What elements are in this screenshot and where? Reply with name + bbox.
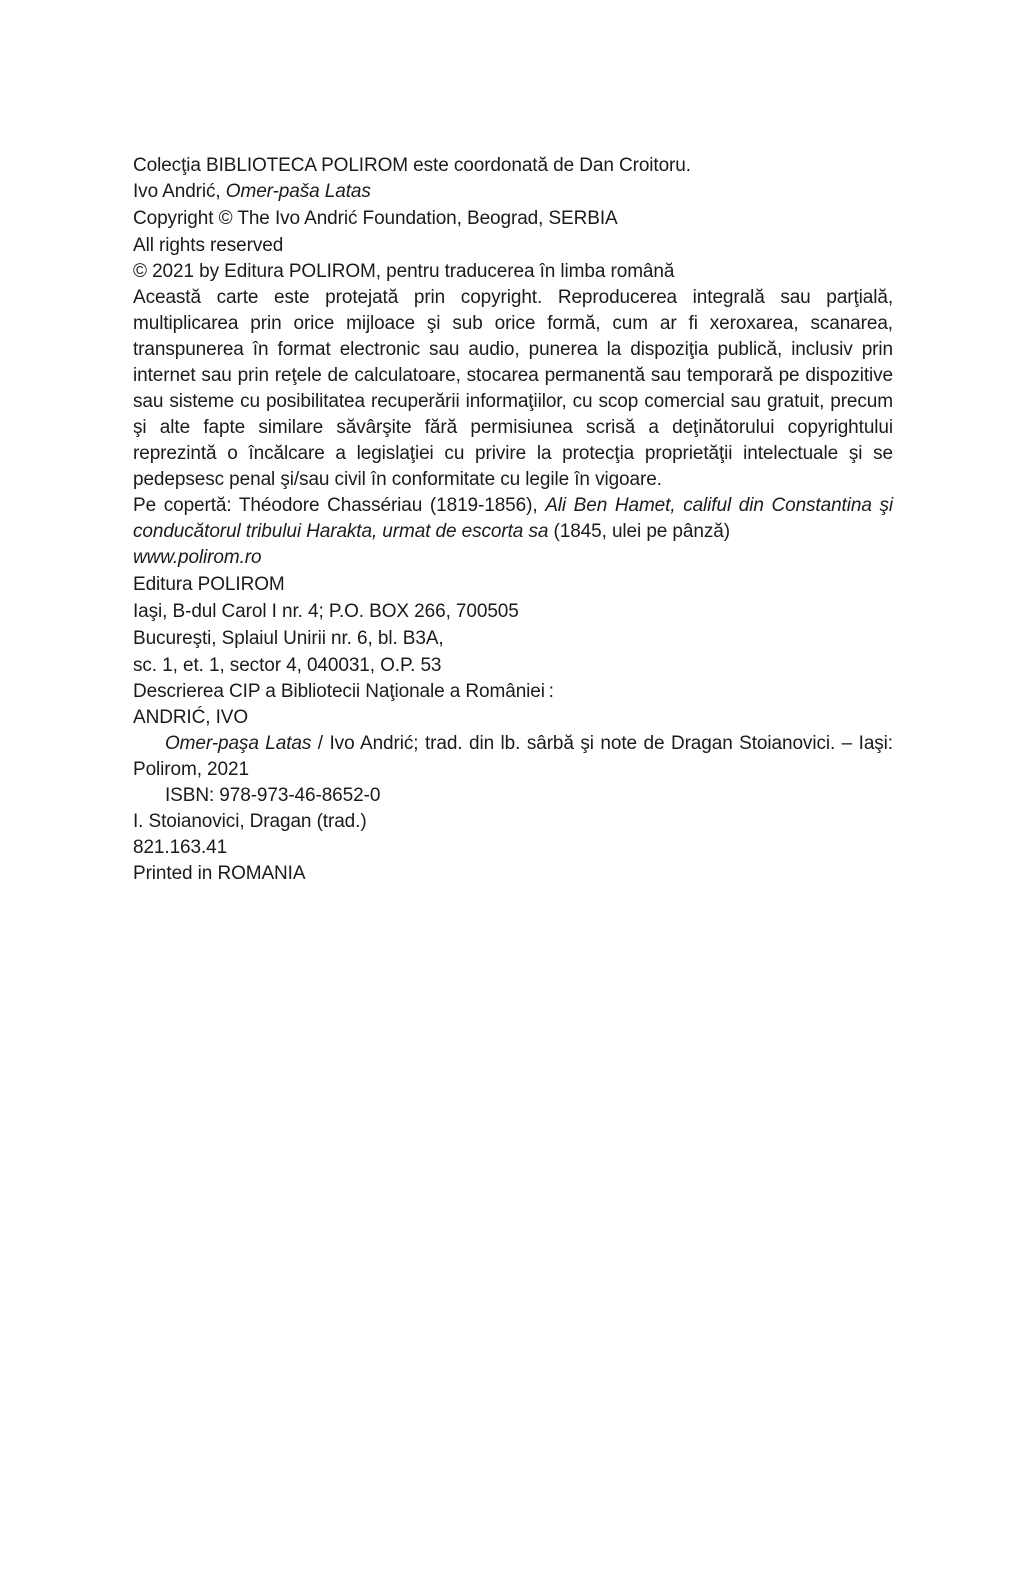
cover-credit-paragraph — [133, 493, 893, 545]
publisher-address-iasi: Iaşi, B-dul Carol I nr. 4; P.O. BOX 266, 700505 — [133, 601, 519, 622]
author-name: Ivo Andrić, — [133, 181, 226, 202]
author-title-line — [133, 179, 893, 205]
publisher-address-block — [133, 571, 893, 679]
publisher-name: Editura POLIROM — [133, 574, 285, 595]
copyright-holder-line: Copyright © The Ivo Andrić Foundation, Beograd, SERBIA — [133, 208, 618, 229]
cip-title-entry — [133, 731, 893, 783]
romanian-copyright-line: © 2021 by Editura POLIROM, pentru traducerea în limba română — [133, 261, 675, 282]
cover-credit-suffix: (1845, ulei pe pânză) — [548, 521, 730, 542]
publisher-website: www.polirom.ro — [133, 547, 262, 568]
publisher-address-sector: sc. 1, et. 1, sector 4, 040031, O.P. 53 — [133, 655, 442, 676]
cover-credit-prefix: Pe copertă: Théodore Chassériau (1819-1856), — [133, 495, 546, 516]
cip-description-heading: Descrierea CIP a Bibliotecii Naţionale a României : — [133, 681, 554, 702]
rights-reserved-line: All rights reserved — [133, 235, 284, 256]
printed-in-note: Printed in ROMANIA — [133, 863, 306, 884]
cip-title-details: / Ivo Andrić; trad. din lb. sârbă şi note de Dragan Stoianovici. – Iaşi: Polirom, 2021 — [133, 733, 893, 780]
udc-classification-number: 821.163.41 — [133, 837, 228, 858]
book-title: Omer-paša Latas — [225, 181, 371, 202]
copyright-block — [133, 205, 893, 259]
collection-note: Colecţia BIBLIOTECA POLIROM este coordonată de Dan Croitoru. — [133, 155, 691, 176]
legal-notice-paragraph: Această carte este protejată prin copyright. Reproducerea integrală sau parţială, multiplicarea prin orice mijloace şi sub orice formă, cum ar fi xeroxarea, scanarea, transpunerea în format electronic sau audio, punerea la dispoziţia publică, inclusiv prin internet sau prin reţele de calculatoare, stocarea permanentă sau temporară pe dispozitive sau sisteme cu posibilitatea recuperării informaţiilor, cu scop comercial sau gratuit, precum şi alte fapte similare săvârşite fără permisiunea scrisă a deţinătorului copyrightului reprezintă o încălcare a legislaţiei cu privire la protecţia proprietăţii intelectuale şi se pedepsesc penal şi/sau civil în conformitate cu legile în vigoare. — [133, 287, 893, 490]
cip-book-title: Omer-paşa Latas — [165, 733, 312, 754]
cover-artwork-title: Ali Ben Hamet, califul din Constantina şi conducătorul tribului Harakta, urmat de escorta sa — [133, 495, 893, 542]
cip-author-entry: ANDRIĆ, IVO — [133, 707, 249, 728]
isbn-line: ISBN: 978-973-46-8652-0 — [165, 785, 381, 806]
publisher-address-bucuresti: Bucureşti, Splaiul Unirii nr. 6, bl. B3A, — [133, 628, 444, 649]
translator-entry: I. Stoianovici, Dragan (trad.) — [133, 811, 367, 832]
copyright-page — [133, 153, 893, 887]
